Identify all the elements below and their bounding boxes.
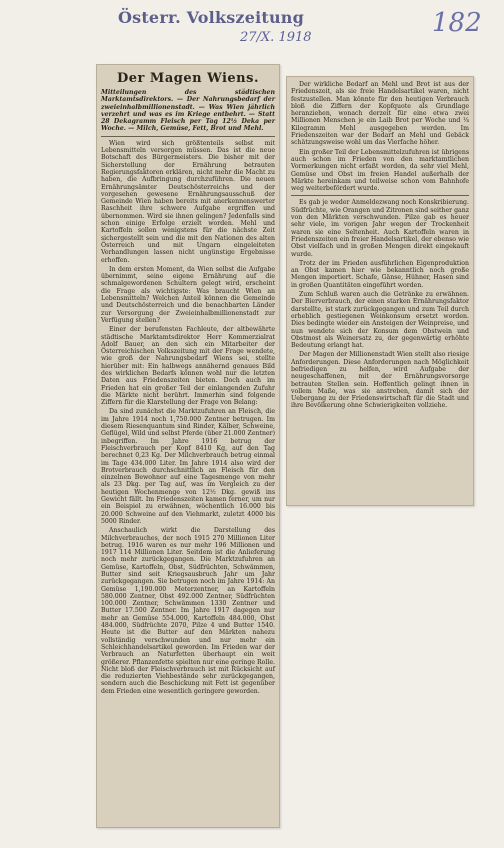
paragraph: Einer der berufensten Fachleute, der altbewährte städtische Marktamtsdirektor Herr Kommerzialrat Adolf Bauer, an den sich ein Mitarbeiter der Österreichischen Volkszeitung mit der Frage wendete, wie groß der Nahrungsbedarf Wiens sei, stellte hierüber mit: Ein halbwegs annähernd genaues Bild des wirklichen Bedarfs können wohl nur die letzten Daten aus Friedenszeiten bieten. Doch auch im Frieden hat ein großer Teil der einlangenden Zufuhr die Märkte nicht berührt. Immerhin sind folgende Ziffern für die Klarstellung der Frage von Belang:	[101, 326, 275, 407]
column-right	[291, 81, 469, 501]
paragraph: Der wirkliche Bedarf an Mehl und Brot ist aus der Friedenszeit, als sie freie Handelsartikel waren, nicht festzustellen. Man könnte für den heutigen Verbrauch bloß die Ziffern der Kopfquote als Grundlage heranziehen, wonach derzeit für eine etwa zwei Millionen Menschen je ein Laib Brot per Woche und ¼ Kilogramm Mehl ausgegeben werden. Im Friedenszeiten war der Bedarf an Mehl und Gebäck schätzungsweise wohl um das Vierfache höher.	[291, 81, 469, 147]
paragraph: Es gab je weder Anmeldezwang noch Konskribierung. Südfrüchte, wie Orangen und Zitronen sind seither ganz von den Märkten verschwunden. Pilze gab es heuer sehr viele, im vorigen Jahr wegen der Trockenheit waren sie eine Seltenheit. Auch Kartoffeln waren in Friedenszeiten ein freier Handelsartikel, der ebenso wie Obst vielfach und in großen Mengen direkt eingekauft wurde.	[291, 199, 469, 258]
article-clipping-right	[286, 76, 474, 506]
paragraph: Zum Schluß waren auch die Getränke zu erwähnen. Der Bierverbrauch, der einen starken Ernährungsfaktor darstellte, ist stark zurückgegangen und zum Teil durch erheblich gestiegenen Weinkonsum ersetzt worden. Dies bedingte wieder ein Ansteigen der Weinpreise, und nun wendete sich der Konsum dem Obstwein und Obstmost als Weinersatz zu, der gegenwärtig erhöhte Bedeutung erlangt hat.	[291, 291, 469, 350]
handwritten-date: 27/X. 1918	[240, 30, 312, 45]
column-left	[101, 69, 275, 823]
article-clipping-left	[96, 64, 280, 828]
newspaper-name: Österr. Volkszeitung	[118, 8, 305, 27]
article-headline: Der Magen Wiens.	[117, 71, 259, 86]
paragraph: Anschaulich wirkt die Darstellung des Milchverbrauches, der noch 1915 270 Millionen Liter betrug. 1916 waren es nur mehr 196 Millionen und 1917 114 Millionen Liter. Seitdem ist die Anlieferung noch mehr zurückgegangen. Die Marktzufuhren an Gemüse, Kartoffeln, Obst, Südfrüchten, Schwämmen, Butter sind seit Kriegsausbruch Jahr um Jahr zurückgegangen. Sie betrugen noch im Jahre 1914: An Gemüse 1,190.000 Meterzentner, an Kartoffeln 580.000 Zentner, Obst 492.000 Zentner, Südfrüchten 100.000 Zentner, Schwämmen 1330 Zentner und Butter 17.500 Zentner. Im Jahre 1917 dagegen nur mehr an Gemüse 554.000, Kartoffeln 484.000, Obst 484.000, Südfrüchte 2070, Pilze 4 und Butter 1540. Heute ist die Butter auf den Märkten nahezu vollständig verschwunden und nur mehr ein Schleichhandelsartikel geworden. Im Frieden war der Verbrauch an Naturfetten überhaupt ein weit größerer. Pflanzenfette spielten nur eine geringe Rolle. Nicht bloß der Fleischverbrauch ist mit Rücksicht auf die reduzierten Viehbestände sehr zurückgegangen, sondern auch die Beschickung mit Fett ist gegenüber dem Frieden eine wesentlich geringere geworden.	[101, 527, 275, 695]
paragraph: Wien wird sich größtenteils selbst mit Lebensmitteln versorgen müssen. Das ist die neue Botschaft des Bürgermeisters. Die bisher mit der Sicherstellung der Ernährung betrauten Regierungsfaktoren erklären, nicht mehr die Macht zu haben, die Aufbringung durchzuführen. Die neuen Ernährungsämter Deutschösterreichs und der vorgesehen gewesene Ernährungsausschuß der Gemeinde Wien haben bereits mit anerkennenswerter Raschheit ihre schwere Aufgabe ergriffen und übernommen. Wird sie ihnen gelingen? Jedenfalls sind schon einige Erfolge erzielt worden. Mehl und Kartoffeln sollen wenigstens für die nächste Zeit sichergestellt sein und die mit den Nationen des alten Österreich und mit Ungarn eingeleiteten Verhandlungen lassen nicht ungünstige Ergebnisse erhoffen.	[101, 139, 275, 264]
paragraph: Da sind zunächst die Marktzufuhren an Fleisch, die im Jahre 1914 noch 1,750.000 Zentner betrugen. Im diesem Riesenquantum sind Rinder, Kälber, Schweine, Geflügel, Wild und selbst Pferde (über 21.000 Zentner) inbegriffen. Im Jahre 1916 betrug der Fleischverbrauch per Kopf 8410 Kg, auf den Tag berechnet 0,23 Kg. Der Milchverbrauch betrug einmal im Tage 434.000 Liter. Im Jahre 1914 also wird der Brotverbrauch durchschnittlich an Fleisch für den einzelnen Bewohner auf eine Tagesmenge von mehr als 23 Dkg. per Tag auf, was im Vergleich zu der heutigen Wochenmenge von 12½ Dkg. gewiß ins Gewicht fällt. Im Friedenszeiten kamen ferner, um nur ein Beispiel zu erwähnen, wöchentlich 16.000 bis 20.000 Schweine auf den Viehmarkt, zuletzt 4000 bis 5000 Rinder.	[101, 408, 275, 525]
paragraph: Der Magen der Millionenstadt Wien stellt also riesige Anforderungen. Diese Anforderungen nach Möglichkeit befriedigen zu helfen, wird Aufgabe der neugeschaffenen, mit der Ernährungsvorsorge betrauten Stellen sein. Hoffentlich gelingt ihnen in vollem Maße, was sie anstreben, damit sich der Uebergang zu der Friedenswirtschaft für die Stadt und ihre Bevölkerung ohne Schwierigkeiten vollziehe.	[291, 351, 469, 410]
paragraph: Ein großer Teil der Lebensmittelzufuhren ist übrigens auch schon im Frieden von den marktamtlichen Vormerkungen nicht erfaßt worden, da sehr viel Mehl, Gemüse und Obst im freien Handel außerhalb der Märkte hereinkam und teilweise schon vom Bahnhofe weg weiterbefördert wurde.	[291, 148, 469, 193]
divider	[101, 136, 275, 137]
article-subhead: Mitteilungen des städtischen Marktamtsdirektors. — Der Nahrungsbedarf der zweieinhalbmillionenstadt. — Was Wien jährlich verzehrt und was es im Kriege entbehrt. — Statt 28 Dekagramm Fleisch per Tag 12½ Deka per Woche. — Milch, Gemüse, Fett, Brot und Mehl.	[101, 89, 275, 133]
paragraph: Trotz der im Frieden ausführlichen Eigenproduktion an Obst kamen hier wie bekanntlich noch große Mengen importiert. Schafe, Gänse, Hühner, Hasen sind in großen Quantitäten eingeführt worden.	[291, 259, 469, 289]
archive-number: 182	[432, 8, 482, 38]
paragraph: In dem ersten Moment, da Wien selbst die Aufgabe übernimmt, seine eigene Ernährung auf die schmalgewordenen Schultern gelegt wird, erscheint die Frage als wichtigste: Was braucht Wien an Lebensmitteln? Welchen Anteil können die Gemeinde und Deutschösterreich und die benachbarten Länder zur Versorgung der Zweieinhalbmillionenstadt zur Verfügung stellen?	[101, 265, 275, 324]
divider	[291, 195, 469, 196]
